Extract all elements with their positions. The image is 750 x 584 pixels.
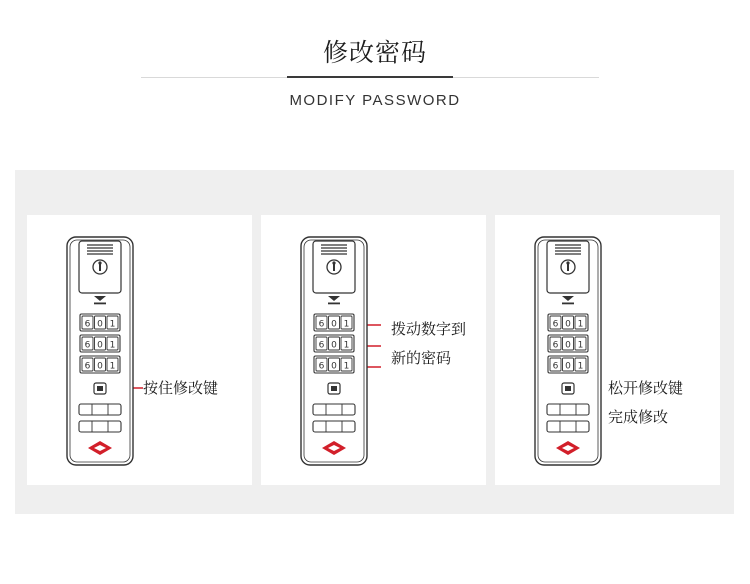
dial-wheel bbox=[316, 358, 327, 372]
dial-digit: 1 bbox=[343, 319, 350, 330]
step-3-text bbox=[608, 374, 683, 432]
dial-wheel bbox=[575, 358, 586, 372]
dial-wheel bbox=[107, 358, 118, 372]
dial-digit: 1 bbox=[343, 340, 350, 351]
latch-pad bbox=[547, 421, 589, 432]
dial-row bbox=[548, 335, 588, 352]
step-card-3 bbox=[495, 215, 720, 485]
dial-digit: 6 bbox=[552, 361, 559, 372]
dial-wheel bbox=[95, 316, 106, 330]
lock-body bbox=[65, 235, 135, 467]
dial-wheel bbox=[95, 358, 106, 372]
dial-digit: 0 bbox=[97, 361, 103, 372]
dial-digit: 1 bbox=[577, 319, 584, 330]
keyhole-icon bbox=[93, 260, 107, 274]
dial-digit: 0 bbox=[331, 361, 337, 372]
dial-digit: 6 bbox=[318, 361, 325, 372]
page-title: 修改密码 bbox=[322, 38, 427, 67]
dial-digit: 0 bbox=[331, 340, 337, 351]
dial-wheel bbox=[563, 337, 574, 351]
down-arrow-bar bbox=[94, 303, 106, 305]
latch-pad bbox=[313, 421, 355, 432]
dial-wheel bbox=[82, 337, 93, 351]
dial-digit: 6 bbox=[318, 340, 325, 351]
dial-digit: 6 bbox=[84, 361, 91, 372]
set-button-icon bbox=[562, 383, 574, 394]
step-2-line-1: 拨动数字到 bbox=[391, 320, 467, 338]
dial-row bbox=[80, 356, 120, 373]
dial-wheel bbox=[82, 358, 93, 372]
dial-digit: 6 bbox=[552, 340, 559, 351]
dial-wheel bbox=[575, 337, 586, 351]
dial-row bbox=[314, 356, 354, 373]
latch-pad bbox=[79, 421, 121, 432]
dial-wheel bbox=[82, 316, 93, 330]
dial-wheel bbox=[329, 337, 340, 351]
page-subtitle: MODIFY PASSWORD bbox=[289, 92, 461, 109]
dial-digit: 1 bbox=[109, 361, 116, 372]
dial-digit: 0 bbox=[565, 319, 571, 330]
dial-wheel bbox=[107, 337, 118, 351]
dial-wheel bbox=[329, 358, 340, 372]
down-arrow-bar bbox=[328, 303, 340, 305]
dial-row bbox=[314, 335, 354, 352]
latch-pad bbox=[547, 404, 589, 415]
set-button-icon bbox=[94, 383, 106, 394]
keyhole-icon bbox=[561, 260, 575, 274]
dial-row bbox=[548, 314, 588, 331]
step-3-line-1: 松开修改键 bbox=[608, 379, 684, 397]
dial-digit: 0 bbox=[97, 319, 103, 330]
down-arrow-bar bbox=[562, 303, 574, 305]
dial-row bbox=[314, 314, 354, 331]
dial-digit: 6 bbox=[552, 319, 559, 330]
dial-row bbox=[548, 356, 588, 373]
dial-wheel bbox=[550, 358, 561, 372]
dial-digit: 0 bbox=[565, 361, 571, 372]
dial-digit: 6 bbox=[318, 319, 325, 330]
dial-digit: 0 bbox=[565, 340, 571, 351]
step-card-1 bbox=[27, 215, 252, 485]
title-rule-accent bbox=[287, 76, 453, 78]
dial-wheel bbox=[341, 316, 352, 330]
step-2-line-2: 新的密码 bbox=[391, 349, 452, 367]
step-1-text bbox=[143, 374, 218, 403]
lock-body bbox=[299, 235, 369, 467]
latch-pad bbox=[313, 404, 355, 415]
keyhole-icon bbox=[327, 260, 341, 274]
dial-wheel bbox=[341, 358, 352, 372]
step-card-2 bbox=[261, 215, 486, 485]
dial-digit: 6 bbox=[84, 319, 91, 330]
dial-digit: 0 bbox=[97, 340, 103, 351]
dial-wheel bbox=[550, 337, 561, 351]
set-button-icon bbox=[328, 383, 340, 394]
dial-digit: 1 bbox=[577, 340, 584, 351]
dial-wheel bbox=[575, 316, 586, 330]
dial-wheel bbox=[95, 337, 106, 351]
dial-wheel bbox=[316, 316, 327, 330]
dial-wheel bbox=[550, 316, 561, 330]
dial-wheel bbox=[107, 316, 118, 330]
step-3-line-2: 完成修改 bbox=[608, 408, 669, 426]
dial-digit: 0 bbox=[331, 319, 337, 330]
dial-row bbox=[80, 335, 120, 352]
step-2-text bbox=[391, 315, 466, 373]
dial-row bbox=[80, 314, 120, 331]
dial-wheel bbox=[341, 337, 352, 351]
dial-digit: 1 bbox=[109, 340, 116, 351]
dial-wheel bbox=[329, 316, 340, 330]
dial-digit: 1 bbox=[343, 361, 350, 372]
dial-digit: 1 bbox=[577, 361, 584, 372]
dial-wheel bbox=[563, 358, 574, 372]
lock-body bbox=[533, 235, 603, 467]
dial-wheel bbox=[316, 337, 327, 351]
dial-wheel bbox=[563, 316, 574, 330]
latch-pad bbox=[79, 404, 121, 415]
dial-digit: 1 bbox=[109, 319, 116, 330]
step-1-line-1: 按住修改键 bbox=[143, 379, 219, 397]
dial-digit: 6 bbox=[84, 340, 91, 351]
